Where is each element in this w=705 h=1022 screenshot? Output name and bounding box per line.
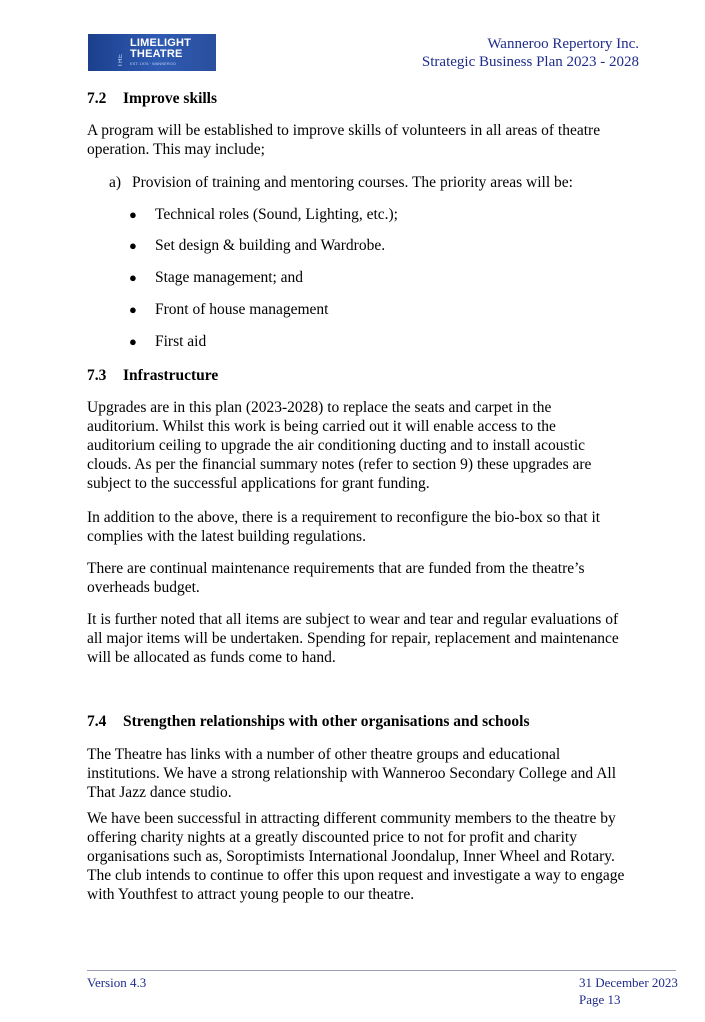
footer-page-number: Page 13 <box>579 992 621 1007</box>
bullet-icon: ● <box>129 270 137 285</box>
section-7-3-paragraph-4: It is further noted that all items are subject to wear and tear and regular evaluations of all major items will be undertaken. Spending for repair, replacement and maintenance will be allocated as funds come to hand. <box>87 611 619 666</box>
footer-version: Version 4.3 <box>87 975 147 990</box>
bullet-item <box>129 301 328 319</box>
list-item-label: a) <box>109 174 122 191</box>
bullet-icon: ● <box>129 238 137 253</box>
list-item-text: Provision of training and mentoring courses. The priority areas will be: <box>132 174 573 191</box>
list-item-a <box>109 174 573 192</box>
bullet-text: Set design & building and Wardrobe. <box>155 237 386 254</box>
bullet-item <box>129 269 303 287</box>
section-number: 7.4 <box>87 713 107 730</box>
logo-tagline: EST. 1976 · WANNEROO <box>130 61 176 66</box>
section-7-3-heading <box>87 367 218 385</box>
section-7-3-paragraph-1: Upgrades are in this plan (2023-2028) to replace the seats and carpet in the auditorium. Whilst this work is being carried out it will enable access to the auditorium ceiling to upgrade the air conditioning ducting and to install acoustic clouds. As per the financial summary notes (refer to section 9) these upgrades are subject to the successful applications for grant funding. <box>87 399 592 492</box>
bullet-text: Technical roles (Sound, Lighting, etc.); <box>155 206 398 223</box>
bullet-icon: ● <box>129 302 137 317</box>
bullet-text: Front of house management <box>155 301 329 318</box>
section-7-3-paragraph-2: In addition to the above, there is a requirement to reconfigure the bio-box so that it complies with the latest building regulations. <box>87 509 601 545</box>
bullet-icon: ● <box>129 207 137 222</box>
header-org-name: Wanneroo Repertory Inc. <box>487 36 639 52</box>
logo-line-2: THEATRE <box>130 48 183 60</box>
footer-divider <box>87 970 676 971</box>
footer-date: 31 December 2023 <box>579 975 678 990</box>
section-title: Infrastructure <box>123 367 219 384</box>
bullet-icon: ● <box>129 334 137 349</box>
header-doc-title: Strategic Business Plan 2023 - 2028 <box>421 54 639 70</box>
section-number: 7.3 <box>87 367 107 384</box>
bullet-item <box>129 237 385 255</box>
section-7-4-heading <box>87 713 530 731</box>
section-7-3-paragraph-3: There are continual maintenance requirements that are funded from the theatre’s overheads budget. <box>87 560 585 596</box>
logo-vertical-text: THE <box>118 53 124 67</box>
logo-line-1: LIMELIGHT <box>130 37 192 49</box>
section-title: Strengthen relationships with other organisations and schools <box>123 713 530 730</box>
section-7-2-heading <box>87 90 217 108</box>
bullet-item <box>129 333 206 351</box>
bullet-text: Stage management; and <box>155 269 304 286</box>
limelight-theatre-logo <box>88 34 216 71</box>
section-7-2-intro: A program will be established to improve skills of volunteers in all areas of theatre operation. This may include; <box>87 122 601 158</box>
section-title: Improve skills <box>123 90 218 107</box>
bullet-item <box>129 206 398 224</box>
bullet-text: First aid <box>155 333 207 350</box>
section-7-4-paragraph-2: We have been successful in attracting different community members to the theatre by offering charity nights at a greatly discounted price to not for profit and charity organisations such as, Soroptimists International Joondalup, Inner Wheel and Rotary. The club intends to continue to offer this upon request and investigate a way to engage with Youthfest to attract young people to our theatre. <box>87 810 625 903</box>
section-number: 7.2 <box>87 90 107 107</box>
section-7-4-paragraph-1: The Theatre has links with a number of other theatre groups and educational institutions. We have a strong relationship with Wanneroo Secondary College and All That Jazz dance studio. <box>87 746 617 801</box>
